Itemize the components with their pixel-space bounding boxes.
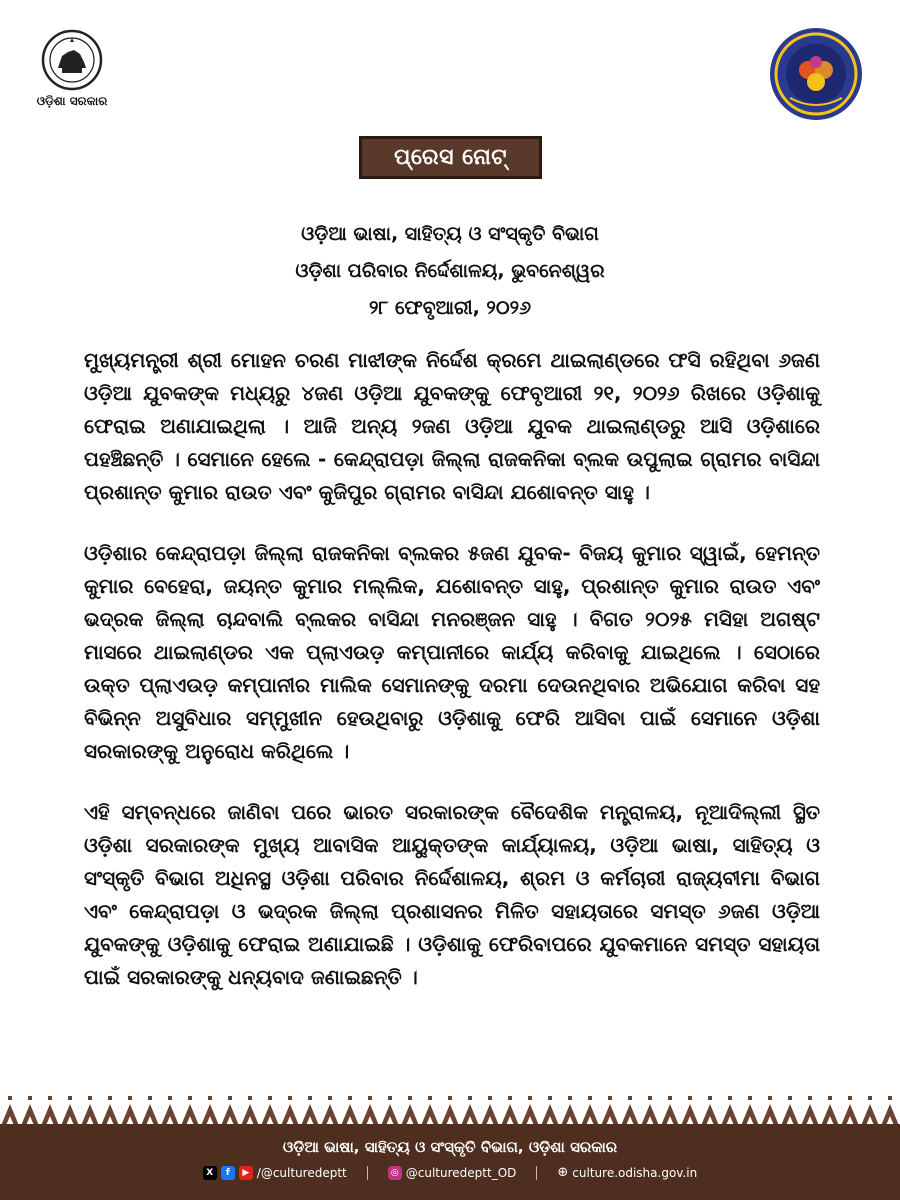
website-link[interactable]	[557, 1165, 697, 1180]
globe-icon: ⊕	[557, 1165, 569, 1180]
website-url: culture.odisha.gov.in	[572, 1165, 698, 1180]
facebook-icon: f	[221, 1166, 235, 1180]
emblem-icon	[40, 28, 104, 92]
press-body	[84, 344, 820, 1022]
instagram-handle: @culturedeptt_OD	[405, 1165, 517, 1180]
divider	[536, 1166, 537, 1180]
department-logo-icon	[768, 26, 864, 122]
social-handle: /@culturedeptt	[256, 1165, 347, 1180]
x-icon: X	[203, 1166, 217, 1180]
divider	[367, 1166, 368, 1180]
footer	[0, 1128, 900, 1200]
social-handle-link[interactable]	[203, 1166, 347, 1180]
paragraph-3: ଏହି ସମ୍ବନ୍ଧରେ ଜାଣିବା ପରେ ଭାରତ ସରକାରଙ୍କ ବୈଦେଶିକ ମନ୍ତ୍ରାଳୟ, ନୂଆଦିଲ୍ଲୀ ସ୍ଥିତ ଓଡ଼ିଶା ସରକାରଙ୍କ ମୁଖ୍ୟ ଆବାସିକ ଆୟୁକ୍ତଙ୍କ କାର୍ଯ୍ୟାଳୟ, ଓଡ଼ିଆ ଭାଷା, ସାହିତ୍ୟ ଓ ସଂସ୍କୃତି ବିଭାଗ ଅଧିନସ୍ଥ ଓଡ଼ିଶା ପରିବାର ନିର୍ଦ୍ଦେଶାଳୟ, ଶ୍ରମ ଓ କର୍ମଚାରୀ ରାଜ୍ୟବୀମା ବିଭାଗ ଏବଂ କେନ୍ଦ୍ରାପଡ଼ା ଓ ଭଦ୍ରକ ଜିଲ୍ଲା ପ୍ରଶାସନର ମିଳିତ ସହାୟତାରେ ସମସ୍ତ ୬ଜଣ ଓଡ଼ିଆ ଯୁବକଙ୍କୁ ଓଡ଼ିଶାକୁ ଫେରାଇ ଅଣାଯାଇଛି । ଓଡ଼ିଶାକୁ ଫେରିବାପରେ ଯୁବକମାନେ ସମସ୍ତ ସହାୟତା ପାଇଁ ସରକାରଙ୍କୁ ଧନ୍ୟବାଦ ଜଣାଇଛନ୍ତି ।	[84, 800, 820, 989]
department-name: ଓଡ଼ିଆ ଭାଷା, ସାହିତ୍ୟ ଓ ସଂସ୍କୃତି ବିଭାଗ	[301, 223, 599, 245]
decorative-border-pattern	[0, 1090, 900, 1128]
odisha-government-emblem	[22, 28, 122, 109]
paragraph-1: ମୁଖ୍ୟମନ୍ତ୍ରୀ ଶ୍ରୀ ମୋହନ ଚରଣ ମାଝୀଙ୍କ ନିର୍ଦ୍ଦେଶ କ୍ରମେ ଥାଇଲାଣ୍ଡରେ ଫସି ରହିଥିବା ୬ଜଣ ଓଡ଼ିଆ ଯୁବକଙ୍କ ମଧ୍ୟରୁ ୪ଜଣ ଓଡ଼ିଆ ଯୁବକଙ୍କୁ ଫେବୃଆରୀ ୨୧, ୨୦୨୬ ରିଖରେ ଓଡ଼ିଶାକୁ ଫେରାଇ ଅଣାଯାଇଥିଲା । ଆଜି ଅନ୍ୟ ୨ଜଣ ଓଡ଼ିଆ ଯୁବକ ଥାଇଲାଣ୍ଡରୁ ଆସି ଓଡ଼ିଶାରେ ପହଞ୍ଚିଛନ୍ତି । ସେମାନେ ହେଲେ - କେନ୍ଦ୍ରାପଡ଼ା ଜିଲ୍ଲା ରାଜକନିକା ବ୍ଲକ ଉପୁଲାଇ ଗ୍ରାମର ବାସିନ୍ଦା ପ୍ରଶାନ୍ତ କୁମାର ରାଉତ ଏବଂ କୁଜିପୁର ଗ୍ରାମର ବାସିନ୍ଦା ଯଶୋବନ୍ତ ସାହୁ ।	[84, 348, 820, 504]
press-date: ୨୮ ଫେବୃଆରୀ, ୨୦୨୬	[368, 297, 532, 319]
instagram-icon: ◎	[388, 1166, 402, 1180]
directorate-name: ଓଡ଼ିଶା ପରିବାର ନିର୍ଦ୍ଦେଶାଳୟ, ଭୁବନେଶ୍ୱର	[295, 260, 605, 282]
gov-caption: ଓଡ଼ିଶା ସରକାର	[36, 94, 108, 108]
instagram-link[interactable]	[388, 1166, 517, 1180]
paragraph-2: ଓଡ଼ିଶାର କେନ୍ଦ୍ରାପଡ଼ା ଜିଲ୍ଲା ରାଜକନିକା ବ୍ଲକର ୫ଜଣ ଯୁବକ- ବିଜୟ କୁମାର ସ୍ୱାଇଁ, ହେମନ୍ତ କୁମାର ବେହେରା, ଜୟନ୍ତ କୁମାର ମଲ୍ଲିକ, ଯଶୋବନ୍ତ ସାହୁ, ପ୍ରଶାନ୍ତ କୁମାର ରାଉତ ଏବଂ ଭଦ୍ରକ ଜିଲ୍ଲା ଚାନ୍ଦବାଲି ବ୍ଲକର ବାସିନ୍ଦା ମନରଞ୍ଜନ ସାହୁ । ବିଗତ ୨୦୨୫ ମସିହା ଅଗଷ୍ଟ ମାସରେ ଥାଇଲାଣ୍ଡର ଏକ ପ୍ଲାଏଉଡ଼ କମ୍ପାନୀରେ କାର୍ଯ୍ୟ କରିବାକୁ ଯାଇଥିଲେ । ସେଠାରେ ଉକ୍ତ ପ୍ଲାଏଉଡ଼ କମ୍ପାନୀର ମାଲିକ ସେମାନଙ୍କୁ ଦରମା ଦେଉନଥିବାର ଅଭିଯୋଗ କରିବା ସହ ବିଭିନ୍ନ ଅସୁବିଧାର ସମ୍ମୁଖୀନ ହେଉଥିବାରୁ ଓଡ଼ିଶାକୁ ଫେରି ଆସିବା ପାଇଁ ସେମାନେ ଓଡ଼ିଶା ସରକାରଙ୍କୁ ଅନୁରୋଧ କରିଥିଲେ ।	[84, 541, 820, 763]
youtube-icon: ▶	[239, 1166, 253, 1180]
social-links	[0, 1165, 900, 1180]
subheader	[0, 216, 900, 327]
press-note-title: ପ୍ରେସ ନୋଟ୍	[359, 136, 542, 179]
footer-title: ଓଡ଼ିଆ ଭାଷା, ସାହିତ୍ୟ ଓ ସଂସ୍କୃତି ବିଭାଗ, ଓଡ଼ିଶା ସରକାର	[282, 1138, 618, 1156]
